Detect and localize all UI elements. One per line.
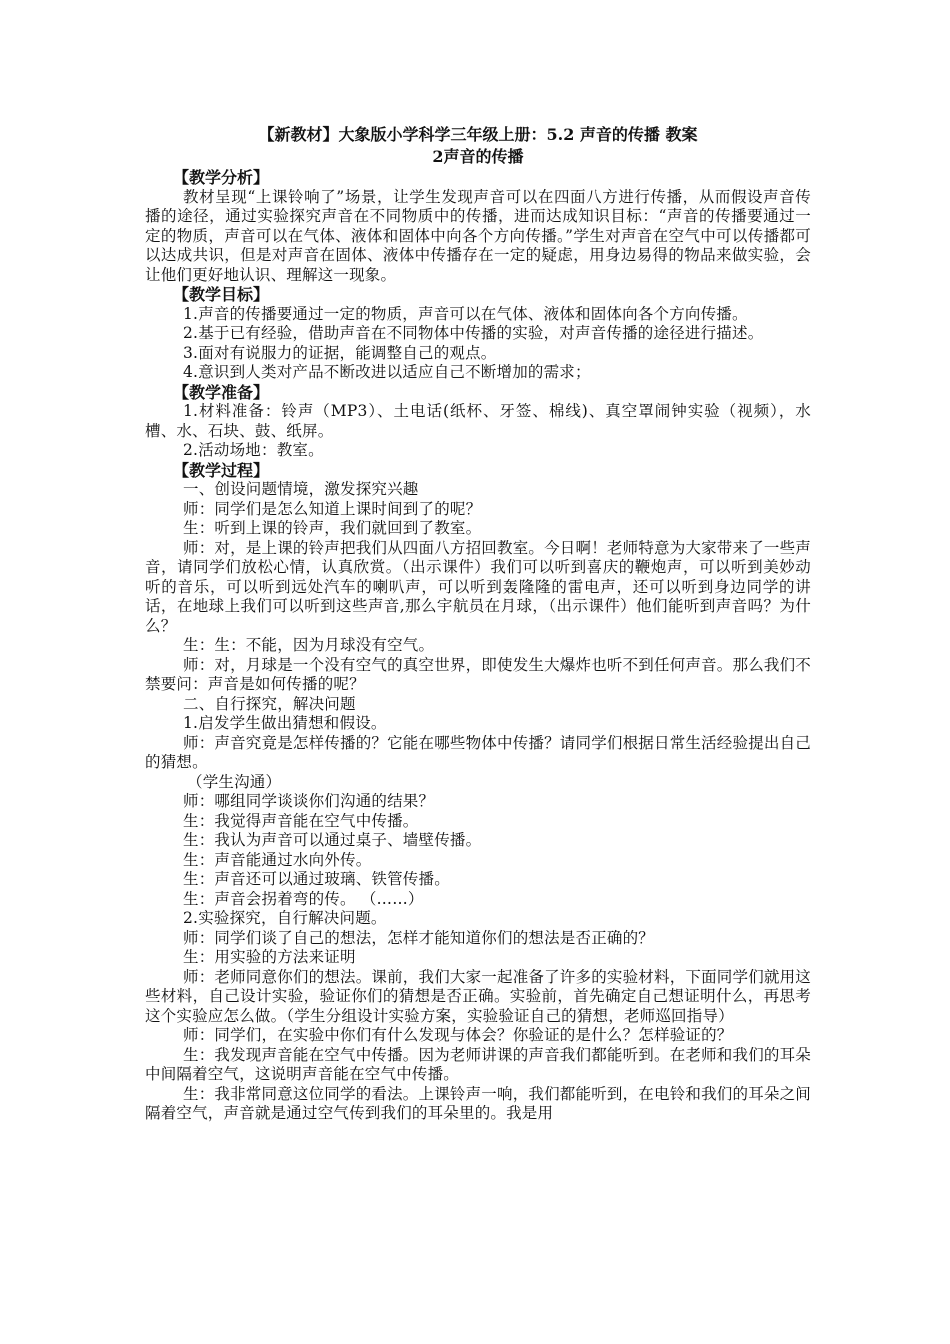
- paragraph: 生：生：不能，因为月球没有空气。: [183, 636, 435, 654]
- document-title: 【新教材】大象版小学科学三年级上册：5.2 声音的传播 教案: [258, 125, 698, 144]
- paragraph: 教材呈现“上课铃响了”场景，让学生发现声音可以在四面八方进行传播，从而假设声音传播的途径，通过实验探究声音在不同物质中的传播，进而达成知识目标：“声音的传播要通过一定的物质，声音可以在气体、液体和固体中向各个方向传播。”学生对声音在空气中可以传播都可以达成共识，但是对声音在固体、液体中传播存在一定的疑虑，用身边易得的物品来做实验，会让他们更好地认识、理解这一现象。: [145, 187, 811, 284]
- paragraph: 生：我发现声音能在空气中传播。因为老师讲课的声音我们都能听到。在老师和我们的耳朵中间隔着空气，这说明声音能在空气中传播。: [145, 1045, 812, 1083]
- section-heading-analysis: 【教学分析】: [173, 168, 270, 187]
- paragraph: 1.启发学生做出猜想和假设。: [183, 714, 387, 732]
- paragraph: 师：哪组同学谈谈你们沟通的结果？: [183, 792, 435, 810]
- paragraph: 1.材料准备：铃声（MP3）、土电话(纸杯、牙签、棉线)、真空罩闹钟实验（视频），水槽、水、石块、鼓、纸屏。: [145, 402, 811, 440]
- paragraph: 生：声音会拐着弯的传。 （……）: [183, 889, 424, 908]
- paragraph: 4.意识到人类对产品不断改进以适应自己不断增加的需求；: [183, 363, 591, 381]
- paragraph: 生：听到上课的铃声，我们就回到了教室。: [183, 519, 482, 537]
- section-heading-process: 【教学过程】: [173, 460, 270, 480]
- paragraph: 二、自行探究，解决问题: [183, 694, 356, 713]
- paragraph: 师：老师同意你们的想法。课前，我们大家一起准备了许多的实验材料，下面同学们就用这些材料，自己设计实验，验证你们的猜想是否正确。实验前，首先确定自己想证明什么，再思考这个实验应怎么做。（学生分组设计实验方案，实验验证自己的猜想，老师巡回指导）: [145, 967, 812, 1025]
- paragraph: （学生沟通）: [187, 772, 282, 791]
- document-subtitle: 2声音的传播: [432, 147, 524, 166]
- section-heading-goals: 【教学目标】: [173, 285, 270, 304]
- paragraph: 生：我非常同意这位同学的看法。上课铃声一响，我们都能听到，在电铃和我们的耳朵之间隔着空气，声音就是通过空气传到我们的耳朵里的。我是用: [145, 1084, 812, 1122]
- document-page: [145, 124, 811, 1124]
- paragraph: 师：同学们谈了自己的想法，怎样才能知道你们的想法是否正确的？: [183, 928, 655, 947]
- paragraph: 生：声音能通过水向外传。: [183, 850, 372, 869]
- paragraph: 师：声音究竟是怎样传播的？它能在哪些物体中传播？请同学们根据日常生活经验提出自己的猜想。: [145, 733, 812, 771]
- paragraph: 2.活动场地：教室。: [183, 441, 324, 459]
- paragraph: 一、创设问题情境，激发探究兴趣: [183, 480, 419, 498]
- paragraph: 2.实验探究，自行解决问题。: [183, 909, 387, 927]
- paragraph: 生：声音还可以通过玻璃、铁管传播。: [183, 870, 450, 888]
- paragraph: 师：对，是上课的铃声把我们从四面八方招回教室。今日啊！老师特意为大家带来了一些声音，请同学们放松心情，认真欣赏。（出示课件）我们可以听到喜庆的鞭炮声，可以听到美妙动听的音乐，可以听到远处汽车的喇叭声，可以听到轰隆隆的雷电声，还可以听到身边同学的讲话，在地球上我们可以听到这些声音,那么宇航员在月球，（出示课件）他们能听到声音吗？为什么？: [145, 538, 812, 635]
- section-heading-preparation: 【教学准备】: [173, 382, 270, 402]
- paragraph: 2.基于已有经验，借助声音在不同物体中传播的实验，对声音传播的途径进行描述。: [183, 324, 764, 342]
- paragraph: 3.面对有说服力的证据，能调整自己的观点。: [183, 343, 497, 362]
- paragraph: 1.声音的传播要通过一定的物质，声音可以在气体、液体和固体向各个方向传播。: [183, 304, 748, 323]
- paragraph: 生：我觉得声音能在空气中传播。: [183, 811, 419, 830]
- paragraph: 生：我认为声音可以通过桌子、墙壁传播。: [183, 831, 482, 849]
- paragraph: 师：同学们是怎么知道上课时间到了的呢？: [183, 499, 482, 518]
- paragraph: 生：用实验的方法来证明: [183, 948, 356, 966]
- paragraph: 师：同学们，在实验中你们有什么发现与体会？你验证的是什么？怎样验证的？: [183, 1026, 733, 1044]
- paragraph: 师：对，月球是一个没有空气的真空世界，即使发生大爆炸也听不到任何声音。那么我们不禁要问：声音是如何传播的呢？: [145, 655, 812, 693]
